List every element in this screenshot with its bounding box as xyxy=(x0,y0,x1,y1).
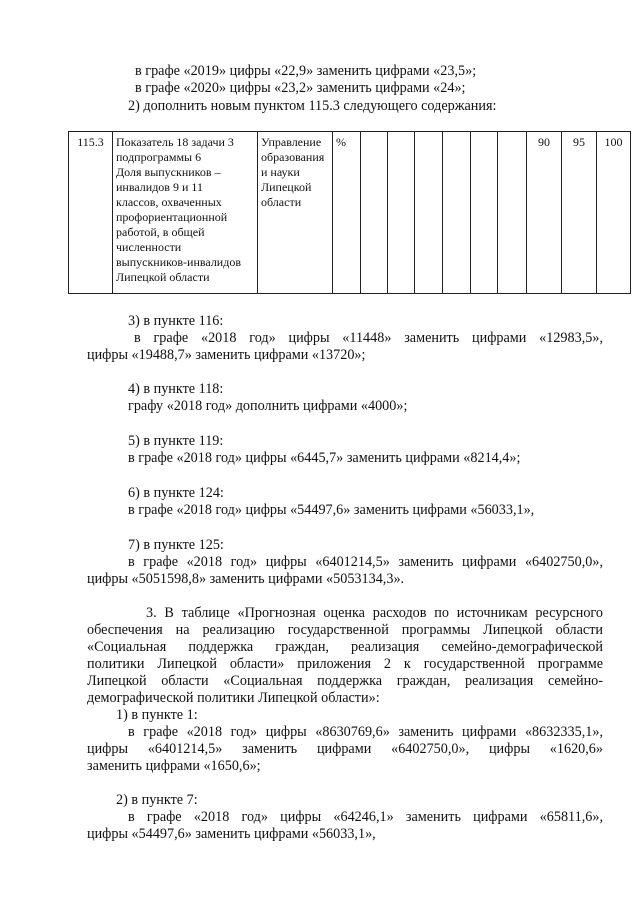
section-3-line-6: демографической политики Липецкой области»: xyxy=(87,690,380,706)
empty-cell xyxy=(443,132,471,294)
item-3-line-1: в графе «2018 год» цифры «11448» заменить цифрами «12983,5», xyxy=(134,330,603,346)
item-5-line-1: в графе «2018 год» цифры «6445,7» заменить цифрами «8214,4»; xyxy=(128,450,521,466)
indicator-description: Показатель 18 задачи 3 подпрограммы 6 Доля выпускников – инвалидов 9 и 11 классов, охваченных профориентационной работой, в общей численности выпускников-инвалидов Липецкой области xyxy=(113,132,258,294)
item-7-heading: 7) в пункте 125: xyxy=(128,537,224,553)
section-3-sub-1-heading: 1) в пункте 1: xyxy=(116,707,198,723)
item-5-heading: 5) в пункте 119: xyxy=(128,433,224,449)
amend-line-2020: в графе «2020» цифры «23,2» заменить цифрами «24»; xyxy=(135,80,466,96)
item-7-line-1: в графе «2018 год» цифры «6401214,5» заменить цифрами «6402750,0», xyxy=(128,554,603,570)
section-3-sub-2-heading: 2) в пункте 7: xyxy=(116,792,198,808)
section-3-line-3: «Социальная поддержка граждан, реализация семейно-демографической xyxy=(87,639,603,655)
section-3-sub-2-line-1: в графе «2018 год» цифры «64246,1» заменить цифрами «65811,6», xyxy=(128,809,603,825)
item-6-heading: 6) в пункте 124: xyxy=(128,485,224,501)
empty-cell xyxy=(415,132,443,294)
value-2019: 95 xyxy=(562,132,597,294)
section-3-line-1: 3. В таблице «Прогнозная оценка расходов по источникам ресурсного xyxy=(146,605,603,621)
row-number: 115.3 xyxy=(69,132,113,294)
value-2018: 90 xyxy=(527,132,562,294)
section-3-sub-1-line-1: в графе «2018 год» цифры «8630769,6» заменить цифрами «8632335,1», xyxy=(128,724,603,740)
section-3-line-2: обеспечения на реализацию государственной программы Липецкой области xyxy=(87,622,603,638)
item-6-line-1: в графе «2018 год» цифры «54497,6» заменить цифрами «56033,1», xyxy=(128,502,535,518)
empty-cell xyxy=(498,132,527,294)
section-3-sub-1-line-2: цифры «6401214,5» заменить цифрами «6402750,0», цифры «1620,6» xyxy=(87,741,603,757)
section-3-sub-1-line-3: заменить цифрами «1650,6»; xyxy=(87,758,261,774)
item-3-heading: 3) в пункте 116: xyxy=(128,313,224,329)
value-2020: 100 xyxy=(597,132,631,294)
item-3-line-2: цифры «19488,7» заменить цифрами «13720»; xyxy=(87,347,366,363)
amend-line-2019: в графе «2019» цифры «22,9» заменить цифрами «23,5»; xyxy=(135,63,477,79)
unit-cell: % xyxy=(333,132,361,294)
indicator-table xyxy=(68,131,631,294)
section-3-sub-2-line-2: цифры «54497,6» заменить цифрами «56033,1», xyxy=(87,826,376,842)
empty-cell xyxy=(471,132,498,294)
item-7-line-2: цифры «5051598,8» заменить цифрами «5053134,3». xyxy=(87,571,405,587)
empty-cell xyxy=(388,132,415,294)
responsible-agency: Управление образования и науки Липецкой области xyxy=(258,132,333,294)
empty-cell xyxy=(361,132,388,294)
amend-add-point: 2) дополнить новым пунктом 115.3 следующего содержания: xyxy=(128,98,497,114)
section-3-line-4: политики Липецкой области» приложения 2 к государственной программе xyxy=(87,656,603,672)
item-4-line-1: графу «2018 год» дополнить цифрами «4000»; xyxy=(128,398,408,414)
section-3-line-5: Липецкой области «Социальная поддержка граждан, реализация семейно- xyxy=(87,673,603,689)
table-row xyxy=(69,132,631,294)
item-4-heading: 4) в пункте 118: xyxy=(128,381,224,397)
